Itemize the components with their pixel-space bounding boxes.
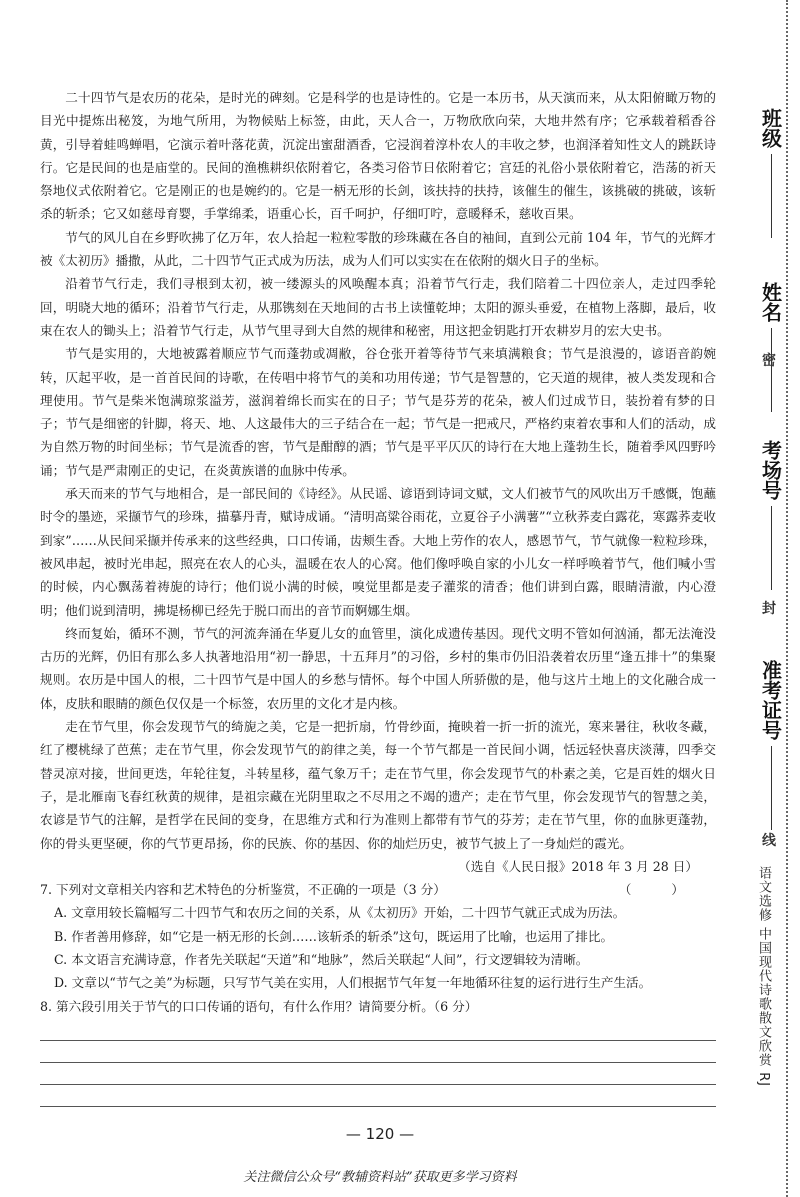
admission-number-blank[interactable] [771,746,772,830]
question-7-option-a: A. 文章用较长篇幅写二十四节气和农历之间的关系，从《太初历》开始，二十四节气就正式成为历法。 [54,905,626,921]
question-8 [40,995,716,1018]
answer-line[interactable] [40,1084,716,1085]
question-7-option-d: D. 文章以“节气之美”为标题，只写节气美在实用，人们根据节气年复一年地循环往复的运行进行生产生活。 [54,975,652,991]
name-field [752,282,790,412]
question-8-answer-area[interactable] [40,1040,716,1128]
passage-paragraph-1: 二十四节气是农历的花朵，是时光的碑刻。它是科学的也是诗性的。它是一本历书，从天演而来，从太阳俯瞰万物的目光中提炼出秘笈，为地气所用，为物候贴上标签，由此，天人合一，万物欣欣向荣，大地井然有序；它承载着稻香谷黄，引导着蛙鸣蝉唱，它演示着叶落花黄，沉淀出蜜甜酒香，它浸润着淳朴农人的丰收之梦，也润泽着知性文人的跳跃诗行。它是民间的也是庙堂的。民间的渔樵耕织依附着它，各类习俗节日依附着它；宫廷的礼俗小景依附着它，浩荡的祈天祭地仪式依附着它。它是刚正的也是婉约的。它是一柄无形的长剑，该扶持的扶持，该催生的催生，该挑破的挑破，该斩杀的斩杀；它又如慈母育婴，手掌绵柔，语重心长，百千呵护，仔细叮咛，意暖释禾，慈收百果。 [40,90,716,222]
class-label: 班级 [758,108,783,148]
passage-paragraph-3: 沿着节气行走，我们寻根到太初，被一缕源头的风唤醒本真；沿着节气行走，我们陪着二十四位亲人，走过四季轮回，明晓大地的循环；沿着节气行走，从那镌刻在天地间的古书上读懂乾坤；太阳的源头垂爱，在植物上落脚，最后，收束在农人的锄头上；沿着节气行走，从节气里寻到大自然的规律和秘密，用这把金钥匙打开农耕岁月的宏大史书。 [40,276,716,338]
question-8-stem: 8. 第六段引用关于节气的口口传诵的语句，有什么作用？请简要分析。（6 分） [40,998,478,1014]
question-7-option-c: C. 本文语言充满诗意，作者先关联起“天道”和“地脉”，然后关联起“人间”，行文逻辑较为清晰。 [54,951,589,967]
exam-room-label: 考场号 [758,440,783,500]
name-label: 姓名 [758,282,783,322]
seal-char-feng: 封 [762,601,776,617]
seal-char-xian: 线 [762,833,776,849]
passage [40,86,716,1018]
passage-paragraph-5: 承天而来的节气与地相合，是一部民间的《诗经》。从民谣、谚语到诗词文赋，文人们被节气的风吹出万千感慨，饱蘸时令的墨迹，采撷节气的珍珠，描摹丹青，赋诗成诵。“清明高粱谷雨花，立夏谷子小满薯”“立秋荞麦白露花，寒露荞麦收到家”……从民间采撷并传承来的这些经典，口口传诵，齿颊生香。大地上劳作的农人，感恩节气，节气就像一粒粒珍珠，被风串起，被时光串起，照亮在农人的心头，温暖在农人的心窝。他们像呼唤自家的小儿女一样呼唤着节气，他们喊小雪的时候，内心飘荡着祷旎的诗行；他们说小满的时候，嗅觉里都是麦子灌浆的清香；他们讲到白露，眼睛清澈，内心澄明；他们说到清明，拂堤杨柳已经先于脱口而出的音节而婀娜生烟。 [40,486,716,618]
exam-room-field [752,440,790,590]
answer-line[interactable] [40,1040,716,1041]
passage-source: （选自《人民日报》2018 年 3 月 28 日） [458,858,698,874]
page-number: — 120 — [345,1125,415,1143]
subject-label: 语文选修 中国现代诗歌散文欣赏 RJ [756,866,771,1088]
question-7-stem: 7. 下列对文章相关内容和艺术特色的分析鉴赏，不正确的一项是（3 分） [40,882,446,898]
passage-paragraph-4: 节气是实用的，大地被露着顺应节气而蓬勃或凋敝，谷仓张开着等待节气来填满粮食；节气是浪漫的，谚语音韵婉转，仄起平收，是一首首民间的诗歌，在传唱中将节气的美和功用传递；节气是智慧的，它天道的规律，被人类发现和合理使用。节气是柴米饱满琼浆溢芳，滋润着绵长而实在的日子；节气是芬芳的花朵，被人们过成节日，装扮着有梦的日子；节气是细密的针脚，将天、地、人这最伟大的三子结合在一起；节气是一把戒尺，严格约束着农事和人们的活动，成为自然万物的时间坐标；节气是流香的窖，节气是酣醇的酒；节气是平平仄仄的诗行在大地上蓬勃生长，随着季风四野吟诵；节气是严肃刚正的史记，在炎黄族谱的血脉中传承。 [40,346,716,478]
admission-number-field [752,660,790,830]
question-7-answer-paren[interactable]: （ ） [618,882,702,898]
passage-paragraph-7: 走在节气里，你会发现节气的绮旎之美，它是一把折扇，竹骨纱面，掩映着一折一折的流光，寒来暑往，秋收冬藏，红了樱桃绿了芭蕉；走在节气里，你会发现节气的韵律之美，每一个节气都是一首民间小调，恬远轻快喜庆淡薄，四季交替灵凉对接，世间更迭，年轮往复，斗转星移，蕴气象万千；走在节气里，你会发现节气的朴素之美，它是百姓的烟火日子，是北雁南飞春红秋黄的规律，是祖宗藏在光阴里取之不尽用之不竭的遗产；走在节气里，你会发现节气的智慧之美，农谚是节气的注解，是哲学在民间的变身，在思维方式和行为准则上都带有节气的芬芳；走在节气里，你的血脉更蓬勃，你的骨头更坚硬，你的气节更昂扬，你的民族、你的基因、你的灿烂历史，被节气披上了一身灿烂的霞光。 [40,719,716,851]
admission-number-label: 准考证号 [758,660,783,740]
answer-line[interactable] [40,1062,716,1063]
question-7 [40,878,716,994]
answer-line[interactable] [40,1106,716,1107]
footer-note: 关注微信公众号“教辅资料站”获取更多学习资料 [243,1170,517,1185]
class-field [752,108,790,238]
exam-room-blank[interactable] [771,506,772,590]
seal-char-mi: 密 [762,353,776,369]
passage-paragraph-6: 终而复始，循环不测，节气的河流奔涌在华夏儿女的血管里，演化成遗传基因。现代文明不管如何汹涌，都无法淹没古历的光辉，仍旧有那么多人执著地沿用“初一静思，十五拜月”的习俗，乡村的集市仍旧沿袭着农历里“逢五排十”的集聚规则。农历是中国人的根，二十四节气是中国人的乡愁与情怀。每个中国人所骄傲的是，他与这片土地上的文化融合成一体，皮肤和眼睛的颜色仅仅是一个标签，农历里的文化才是内核。 [40,625,716,711]
question-7-option-b: B. 作者善用修辞，如“它是一柄无形的长剑……该斩杀的斩杀”这句，既运用了比喻，也运用了排比。 [54,928,614,944]
passage-paragraph-2: 节气的风儿自在乡野吹拂了亿万年，农人拾起一粒粒零散的珍珠藏在各自的袖间，直到公元前 104 年，节气的光辉才被《太初历》播撒，从此，二十四节气正式成为历法，成为人们可以实实在在依附的烟火日子的坐标。 [40,229,716,269]
name-blank[interactable] [771,328,772,412]
class-blank[interactable] [771,154,772,238]
